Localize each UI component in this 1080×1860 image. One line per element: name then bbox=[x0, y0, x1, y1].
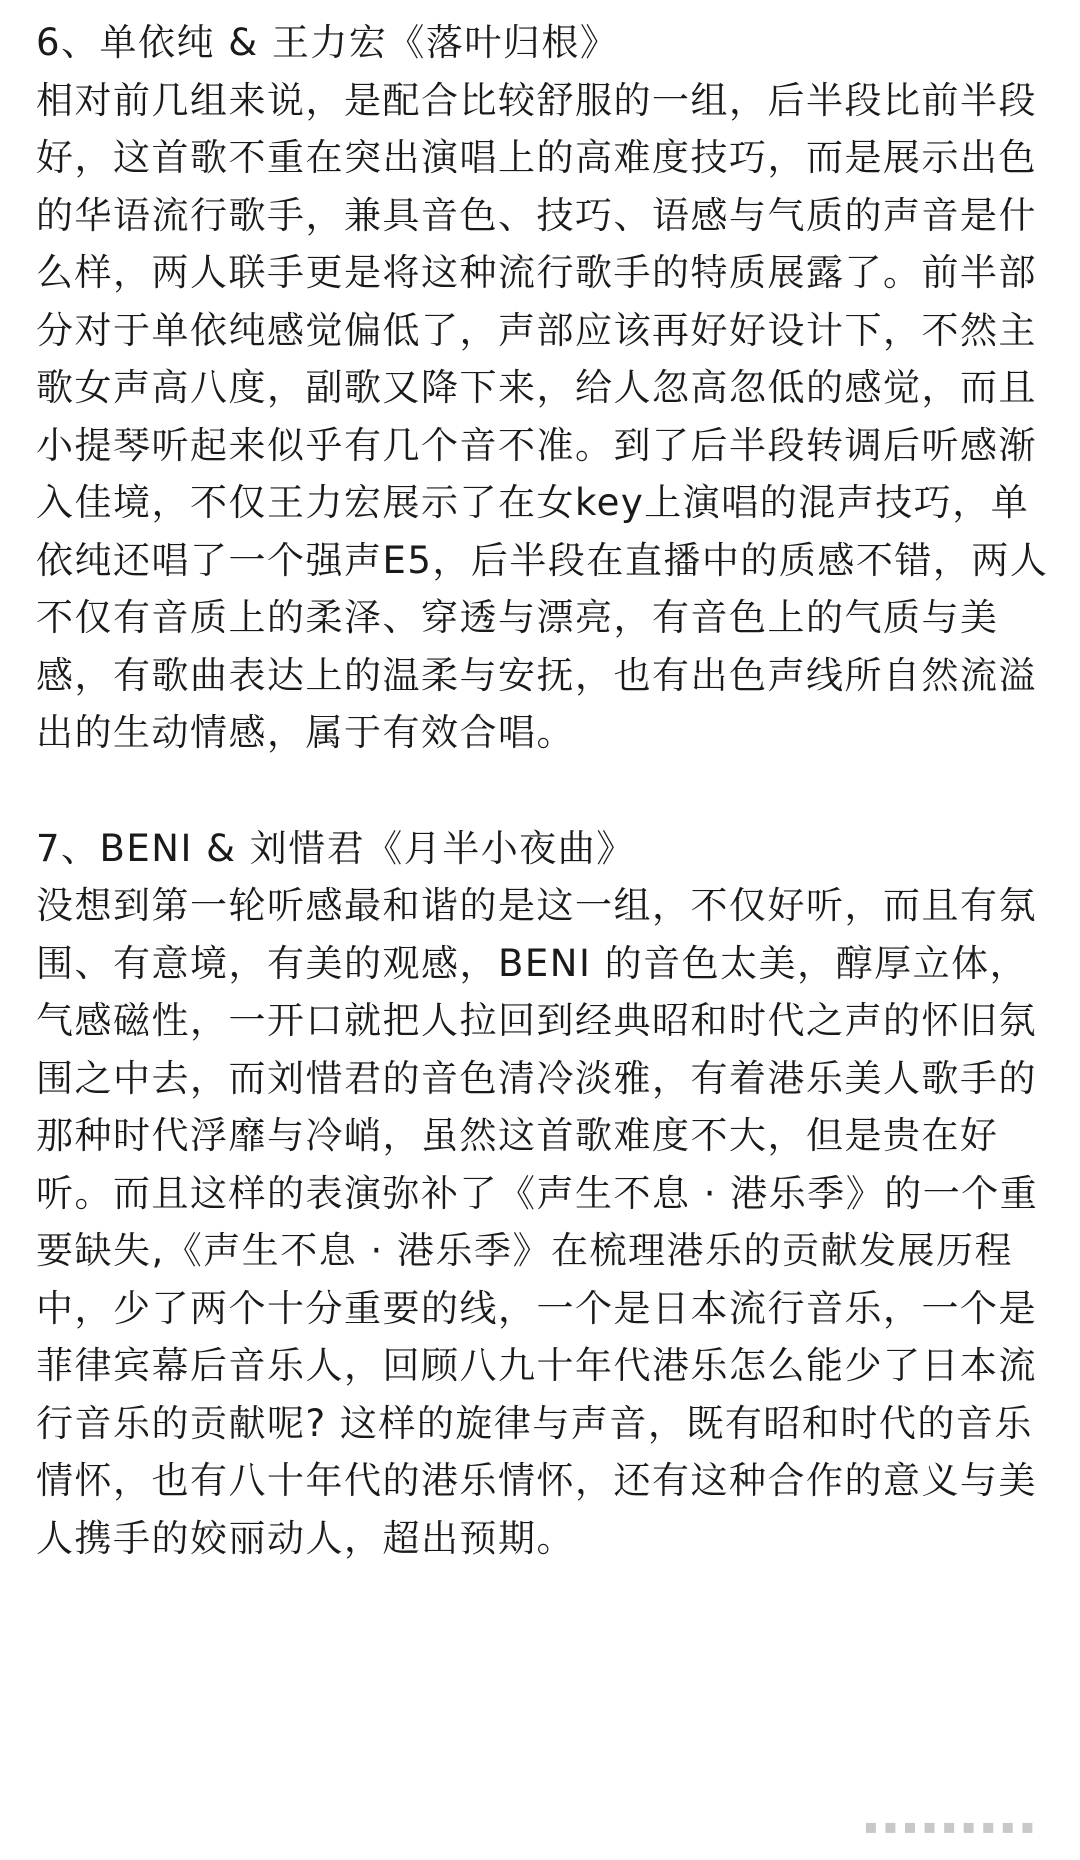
review-section-6 bbox=[36, 14, 1050, 762]
review-section-7 bbox=[36, 820, 1050, 1568]
section-heading: 7、BENI & 刘惜君《月半小夜曲》 bbox=[36, 826, 635, 870]
section-heading: 6、单依纯 & 王力宏《落叶归根》 bbox=[36, 21, 619, 64]
section-body: 没想到第一轮听感最和谐的是这一组，不仅好听，而且有氛围、有意境，有美的观感，BENI 的音色太美，醇厚立体，气感磁性，一开口就把人拉回到经典昭和时代之声的怀旧氛围之中去，而刘惜君的音色清冷淡雅，有着港乐美人歌手的那种时代浮靡与冷峭，虽然这首歌难度不大，但是贵在好听。而且这样的表演弥补了《声生不息 · 港乐季》的一个重要缺失,《声生不息 · 港乐季》在梳理港乐的贡献发展历程中，少了两个十分重要的线，一个是日本流行音乐，一个是菲律宾幕后音乐人，回顾八九十年代港乐怎么能少了日本流行音乐的贡献呢? 这样的旋律与声音，既有昭和时代的音乐情怀，也有八十年代的港乐情怀，还有这种合作的意义与美人携手的姣丽动人，超出预期。 bbox=[36, 884, 1039, 1560]
watermark: ▪▪▪▪▪▪▪▪▪ bbox=[864, 1814, 1040, 1838]
section-body: 相对前几组来说，是配合比较舒服的一组，后半段比前半段好，这首歌不重在突出演唱上的高难度技巧，而是展示出色的华语流行歌手，兼具音色、技巧、语感与气质的声音是什么样，两人联手更是将这种流行歌手的特质展露了。前半部分对于单依纯感觉偏低了，声部应该再好好设计下，不然主歌女声高八度，副歌又降下来，给人忽高忽低的感觉，而且小提琴听起来似乎有几个音不准。到了后半段转调后听感渐入佳境，不仅王力宏展示了在女key上演唱的混声技巧，单依纯还唱了一个强声E5，后半段在直播中的质感不错，两人不仅有音质上的柔泽、穿透与漂亮，有音色上的气质与美感，有歌曲表达上的温柔与安抚，也有出色声线所自然流溢出的生动情感，属于有效合唱。 bbox=[36, 78, 1049, 754]
